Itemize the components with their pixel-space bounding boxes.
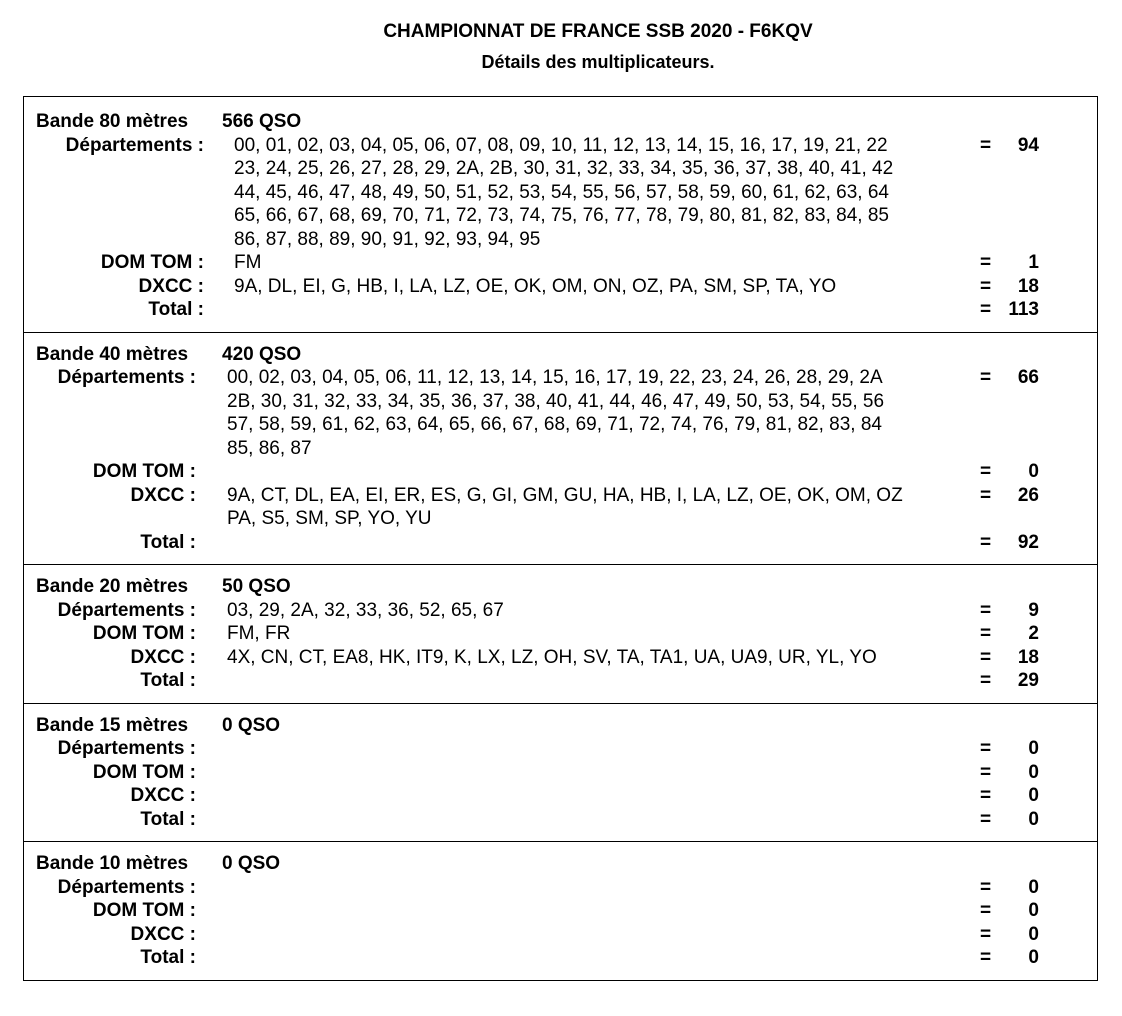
- departements-row: [24, 228, 1097, 252]
- equals-sign: =: [980, 876, 992, 898]
- total-row: [24, 298, 1097, 322]
- departements-row-count: 66: [1017, 367, 1039, 388]
- domtom-row-count: 1: [1028, 252, 1039, 273]
- total-count: 0: [1028, 947, 1039, 968]
- dxcc-row: [24, 923, 1097, 947]
- total-row: [24, 669, 1097, 693]
- domtom-row: [24, 622, 1097, 646]
- total-count: 92: [1017, 531, 1039, 553]
- band-name: Bande 10 mètres: [36, 853, 189, 874]
- total-row: [24, 808, 1097, 832]
- page-title: CHAMPIONNAT DE FRANCE SSB 2020 - F6KQV: [383, 21, 813, 42]
- domtom-row-label: DOM TOM :: [92, 761, 196, 783]
- dxcc-row-count: 0: [1028, 785, 1039, 806]
- departements-row: [24, 134, 1097, 158]
- dxcc-row-label: DXCC :: [130, 923, 196, 945]
- band-name: Bande 15 mètres: [36, 714, 189, 736]
- departements-row-count: 0: [1028, 876, 1039, 898]
- departements-row-values: 03, 29, 2A, 32, 33, 36, 52, 65, 67: [227, 599, 504, 621]
- departements-row-values: 00, 01, 02, 03, 04, 05, 06, 07, 08, 09, 10, 11, 12, 13, 14, 15, 16, 17, 19, 21, 22: [234, 134, 888, 156]
- departements-row: [24, 599, 1097, 623]
- domtom-row-count: 0: [1028, 761, 1039, 783]
- departements-row: [24, 181, 1097, 205]
- page-subtitle: Détails des multiplicateurs.: [481, 52, 715, 72]
- equals-sign: =: [980, 670, 992, 691]
- departements-row-values: 86, 87, 88, 89, 90, 91, 92, 93, 94, 95: [234, 228, 541, 250]
- domtom-row: [24, 251, 1097, 275]
- domtom-row: [24, 460, 1097, 484]
- dxcc-row-values: 9A, CT, DL, EA, EI, ER, ES, G, GI, GM, GU, HA, HB, I, LA, LZ, OE, OK, OM, OZ: [227, 484, 903, 506]
- equals-sign: =: [980, 275, 992, 297]
- band-section: [24, 704, 1097, 843]
- domtom-row: [24, 761, 1097, 785]
- dxcc-row-label: DXCC :: [130, 484, 196, 506]
- domtom-row-values: FM: [234, 252, 262, 273]
- total-count: 0: [1028, 808, 1039, 830]
- total-row-label: Total :: [140, 808, 196, 830]
- domtom-row-label: DOM TOM :: [100, 252, 204, 273]
- dxcc-row-count: 18: [1017, 646, 1039, 668]
- multiplier-table: [23, 96, 1098, 981]
- departements-row: [24, 157, 1097, 181]
- band-qso-count: 0 QSO: [222, 714, 281, 736]
- domtom-row-label: DOM TOM :: [92, 461, 196, 482]
- domtom-row-count: 0: [1028, 461, 1039, 482]
- departements-row-label: Départements :: [65, 134, 204, 156]
- domtom-row-count: 0: [1028, 900, 1039, 921]
- departements-row-values: 57, 58, 59, 61, 62, 63, 64, 65, 66, 67, 68, 69, 71, 72, 74, 76, 79, 81, 82, 83, 84: [227, 414, 882, 435]
- band-name: Bande 80 mètres: [36, 111, 189, 132]
- total-row-label: Total :: [140, 947, 196, 968]
- departements-row: [24, 413, 1097, 437]
- departements-row-label: Départements :: [57, 599, 196, 621]
- equals-sign: =: [980, 531, 992, 553]
- total-row-label: Total :: [140, 531, 196, 553]
- total-row: [24, 531, 1097, 555]
- equals-sign: =: [980, 738, 992, 759]
- band-qso-count: 420 QSO: [222, 343, 302, 365]
- departements-row-values: 65, 66, 67, 68, 69, 70, 71, 72, 73, 74, 75, 76, 77, 78, 79, 80, 81, 82, 83, 84, 85: [234, 205, 889, 226]
- departements-row-values: 00, 02, 03, 04, 05, 06, 11, 12, 13, 14, 15, 16, 17, 19, 22, 23, 24, 26, 28, 29, 2A: [227, 367, 883, 388]
- domtom-row-values: FM, FR: [227, 623, 291, 644]
- band-header: [24, 852, 1097, 876]
- band-header: [24, 575, 1097, 599]
- departements-row: [24, 437, 1097, 461]
- band-section: [24, 565, 1097, 704]
- total-row-label: Total :: [148, 299, 204, 320]
- band-header: [24, 343, 1097, 367]
- domtom-row: [24, 899, 1097, 923]
- dxcc-row-values: PA, S5, SM, SP, YO, YU: [227, 508, 432, 529]
- equals-sign: =: [980, 134, 992, 156]
- departements-row: [24, 737, 1097, 761]
- departements-row: [24, 366, 1097, 390]
- equals-sign: =: [980, 623, 992, 644]
- dxcc-row-label: DXCC :: [130, 785, 196, 806]
- departements-row-label: Départements :: [57, 738, 196, 759]
- domtom-row-count: 2: [1028, 623, 1039, 644]
- departements-row: [24, 876, 1097, 900]
- total-count: 113: [1008, 299, 1039, 320]
- dxcc-row-count: 18: [1017, 275, 1039, 297]
- band-qso-count: 0 QSO: [222, 853, 281, 874]
- dxcc-row: [24, 646, 1097, 670]
- band-name: Bande 40 mètres: [36, 343, 189, 365]
- band-name: Bande 20 mètres: [36, 576, 189, 597]
- departements-row-label: Départements :: [57, 876, 196, 898]
- band-header: [24, 714, 1097, 738]
- band-section: [24, 333, 1097, 566]
- total-count: 29: [1017, 670, 1039, 691]
- departements-row: [24, 390, 1097, 414]
- dxcc-row-count: 26: [1017, 484, 1039, 506]
- equals-sign: =: [980, 367, 992, 388]
- dxcc-row-count: 0: [1028, 923, 1039, 945]
- departements-row-count: 94: [1017, 134, 1039, 156]
- equals-sign: =: [980, 947, 992, 968]
- equals-sign: =: [980, 785, 992, 806]
- equals-sign: =: [980, 923, 992, 945]
- total-row: [24, 946, 1097, 970]
- band-section: [24, 842, 1097, 980]
- departements-row-values: 85, 86, 87: [227, 437, 312, 459]
- band-qso-count: 50 QSO: [222, 576, 291, 597]
- dxcc-row: [24, 507, 1097, 531]
- band-section: [24, 97, 1097, 333]
- departements-row-values: 44, 45, 46, 47, 48, 49, 50, 51, 52, 53, 54, 55, 56, 57, 58, 59, 60, 61, 62, 63, 64: [234, 181, 889, 203]
- equals-sign: =: [980, 484, 992, 506]
- equals-sign: =: [980, 299, 992, 320]
- band-header: [24, 110, 1097, 134]
- departements-row-label: Départements :: [57, 367, 196, 388]
- equals-sign: =: [980, 252, 992, 273]
- dxcc-row-label: DXCC :: [138, 275, 204, 297]
- equals-sign: =: [980, 646, 992, 668]
- dxcc-row: [24, 784, 1097, 808]
- equals-sign: =: [980, 900, 992, 921]
- equals-sign: =: [980, 599, 992, 621]
- dxcc-row-values: 4X, CN, CT, EA8, HK, IT9, K, LX, LZ, OH, SV, TA, TA1, UA, UA9, UR, YL, YO: [227, 646, 877, 668]
- departements-row-count: 0: [1028, 738, 1039, 759]
- domtom-row-label: DOM TOM :: [92, 900, 196, 921]
- equals-sign: =: [980, 461, 992, 482]
- total-row-label: Total :: [140, 670, 196, 691]
- dxcc-row-label: DXCC :: [130, 646, 196, 668]
- departements-row-count: 9: [1028, 599, 1039, 621]
- departements-row: [24, 204, 1097, 228]
- departements-row-values: 23, 24, 25, 26, 27, 28, 29, 2A, 2B, 30, 31, 32, 33, 34, 35, 36, 37, 38, 40, 41, 42: [234, 158, 894, 179]
- band-qso-count: 566 QSO: [222, 111, 302, 132]
- dxcc-row-values: 9A, DL, EI, G, HB, I, LA, LZ, OE, OK, OM, ON, OZ, PA, SM, SP, TA, YO: [234, 275, 837, 297]
- departements-row-values: 2B, 30, 31, 32, 33, 34, 35, 36, 37, 38, 40, 41, 44, 46, 47, 49, 50, 53, 54, 55, 56: [227, 390, 885, 412]
- dxcc-row: [24, 275, 1097, 299]
- equals-sign: =: [980, 808, 992, 830]
- domtom-row-label: DOM TOM :: [92, 623, 196, 644]
- dxcc-row: [24, 484, 1097, 508]
- equals-sign: =: [980, 761, 992, 783]
